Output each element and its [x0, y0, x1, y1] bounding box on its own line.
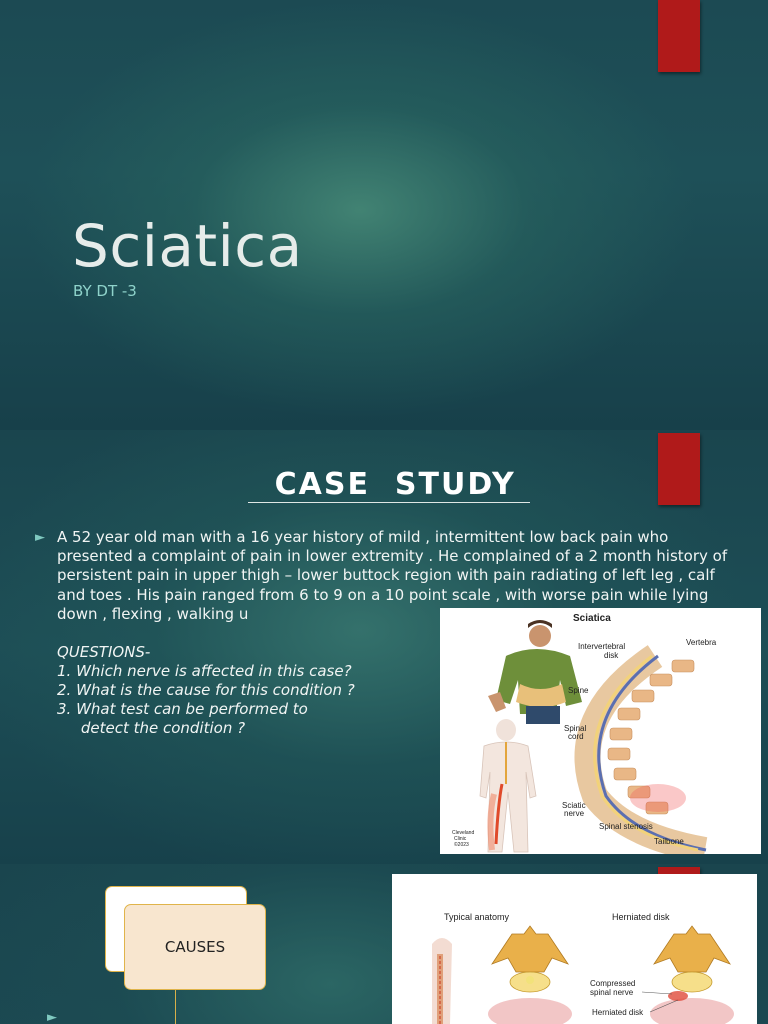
credit-text: Cleveland	[452, 830, 475, 836]
case-study-heading: CASE STUDY	[249, 467, 529, 502]
label-spinal-stenosis: Spinal stenosis	[599, 822, 653, 831]
svg-text:cord: cord	[568, 732, 584, 741]
label-sciatic-nerve: Sciatic	[562, 801, 586, 810]
sciatica-illustration	[440, 608, 761, 854]
svg-text:disk: disk	[604, 651, 619, 660]
svg-text:©2023: ©2023	[454, 842, 469, 848]
herniated-disk-diagram	[392, 874, 757, 1024]
label-spine: Spine	[568, 686, 589, 695]
slide-title: Sciatica	[72, 212, 303, 280]
label-tailbone: Tailbone	[654, 837, 684, 846]
back-figure-icon	[480, 719, 536, 852]
label-herniated-small: Herniated disk	[592, 1008, 644, 1017]
slide-accent-bar	[658, 0, 700, 72]
question-item: 2. What is the cause for this condition ?	[57, 681, 355, 699]
svg-text:Clinic: Clinic	[454, 836, 467, 842]
case-description: A 52 year old man with a 16 year history of mild , intermittent low back pain who presented a complaint of pain in lower extremity . He complained of a 2 month history of persistent pain in upper thigh – lower buttock region with pain radiating of left leg , calf and toes . His pain ranged from 6 to 9 on a 10 point scale , with worse pain while lying down , flexing , walking u	[57, 528, 728, 623]
sciatica-diagram	[440, 608, 761, 854]
title-slide	[0, 0, 768, 430]
causes-label: CAUSES	[164, 938, 226, 956]
causes-box[interactable]	[124, 904, 266, 990]
connector-line	[175, 990, 176, 1024]
label-herniated-disk: Herniated disk	[612, 912, 670, 922]
question-item: 1. Which nerve is affected in this case?	[57, 662, 352, 680]
spine-column-icon	[588, 656, 707, 850]
slide-accent-bar	[658, 433, 700, 505]
bullet-arrow-icon: ►	[35, 530, 45, 545]
slide-subtitle: BY DT -3	[73, 282, 137, 300]
label-spinal-cord: Spinal	[564, 724, 587, 733]
svg-text:spinal nerve: spinal nerve	[590, 988, 634, 997]
bullet-arrow-icon: ►	[47, 1010, 57, 1024]
label-compressed-nerve: Compressed	[590, 979, 636, 988]
vertebra-normal-icon	[488, 926, 572, 1024]
question-item: detect the condition ?	[57, 719, 246, 737]
body-silhouette-icon	[432, 938, 452, 1024]
question-item: 3. What test can be performed to	[57, 700, 308, 718]
label-vertebra: Vertebra	[686, 638, 717, 647]
svg-text:nerve: nerve	[564, 809, 585, 818]
case-study-slide	[0, 430, 768, 864]
label-typical-anatomy: Typical anatomy	[444, 912, 510, 922]
causes-slide	[0, 864, 768, 1024]
vertebra-herniated-icon	[650, 926, 734, 1024]
figure-title: Sciatica	[573, 613, 611, 624]
label-intervertebral-disk: Intervertebral	[578, 642, 626, 651]
man-figure-icon	[488, 620, 582, 724]
questions-heading: QUESTIONS-	[57, 643, 151, 661]
herniated-disk-illustration	[392, 874, 757, 1024]
